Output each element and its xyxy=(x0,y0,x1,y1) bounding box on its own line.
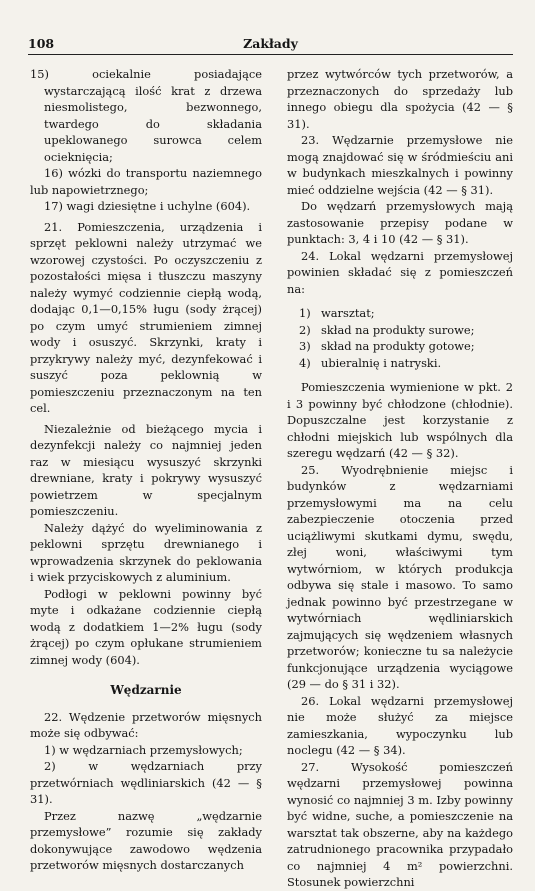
paragraph-21: 21. Pomieszczenia, urządzenia i sprzęt peklowni należy utrzymać we wzorowej czystości. Po oczyszczeniu z pozostałości mięsa i tłuszczu maszyny należy wymyć codziennie ciepłą wodą, dodając 0,1—0,15% ługu (sody żrącej) po czym umyć strumieniem zimnej wody i osuszyć. Skrzynki, kraty i przykrywy należy myć, dezynfekować i suszyć poza peklownią w pomieszczeniu przeznaczonym na ten cel. xyxy=(30,219,262,415)
paragraph-21-aluminium: Należy dążyć do wyeliminowania z peklowni sprzętu drewnianego i wprowadzenia skrzynek do peklowania i wiek przyciskowych z aluminium. xyxy=(30,520,262,584)
paragraph-22-item-1: 1) w wędzarniach przemysłowych; xyxy=(44,742,243,757)
list-item: 1) warsztat; xyxy=(299,306,375,320)
list-item-15: 15) ociekalnie posiadające wystarczającą ilość krat z drzewa niesmolistego, bezwonnego, twardego do składania upeklowanego surowca celem ocieknięcia; xyxy=(30,67,262,164)
list-item: 2) skład na produkty surowe; xyxy=(299,322,475,337)
paragraph-22: 22. Wędzenie przetworów mięsnych może się odbywać: xyxy=(30,709,262,740)
paragraph-23: 23. Wędzarnie przemysłowe nie mogą znajdować się w śródmieściu ani w budynkach mieszkalnych i powinny mieć oddzielne wejścia (42 — § 31). xyxy=(287,133,513,197)
paragraph-continued: przez wytwórców tych przetworów, a przeznaczonych do sprzedaży lub innego obiegu dla spożycia (42 — § 31). xyxy=(287,67,513,131)
paragraph-22-item-2: 2) w wędzarniach przy przetwórniach wędliniarskich (42 — § 31). xyxy=(30,759,262,806)
page-header xyxy=(28,36,513,55)
list-item: 4) ubieralnię i natryski. xyxy=(299,355,442,370)
paragraph-24-cooling: Pomieszczenia wymienione w pkt. 2 i 3 powinny być chłodzone (chłodnie). Dopuszczalne jest korzystanie z chłodni miejskich lub wspólnych dla szeregu wędzarń (42 — § 32). xyxy=(287,380,513,460)
rooms-list xyxy=(287,305,513,371)
paragraph-22-definition: Przez nazwę „wędzarnie przemysłowe” rozumie się zakłady dokonywujące zawodowo wędzenia przetworów mięsnych dostarczanych xyxy=(30,808,262,872)
list-item-16: 16) wózki do transportu naziemnego lub napowietrznego; xyxy=(30,166,262,197)
list-item-17: 17) wagi dziesiętne i uchylne (604). xyxy=(44,199,251,213)
paragraph-23-rules: Do wędzarń przemysłowych mają zastosowanie przepisy podane w punktach: 3, 4 i 10 (42 — § 31). xyxy=(287,199,513,246)
right-column xyxy=(287,66,513,891)
paragraph-25: 25. Wyodrębnienie miejsc i budynków z wędzarniami przemysłowymi ma na celu zabezpieczenie otoczenia przed uciążliwymi skutkami dymu, swędu, złej woni, właściwymi tym wytwórniom, w których produkcja odbywa się stale i masowo. To samo jednak powinno być przestrzegane w wytwórniach wędliniarskich zajmujących się wędzeniem własnych przetworów; konieczne tu sa należycie funkcjonujące urządzenia wyciągowe (29 — do § 31 i 32). xyxy=(287,462,513,691)
left-column xyxy=(30,66,262,874)
list-item: 3) skład na produkty gotowe; xyxy=(299,339,475,353)
paragraph-24: 24. Lokal wędzarni przemysłowej powinien składać się z pomieszczeń na: xyxy=(287,248,513,296)
paragraph-27: 27. Wysokość pomieszczeń wędzarni przemysłowej powinna wynosić co najmniej 3 m. Izby powinny być widne, suche, a pomieszczenie na warsztat tak obszerne, aby na każdego zatrudnionego pracownika przypadało co najmniej 4 m² powierzchni. Stosunek powierzchni xyxy=(287,759,513,889)
running-head: Zakłady xyxy=(243,36,298,51)
page-number: 108 xyxy=(28,36,55,51)
paragraph-21-floors: Podłogi w peklowni powinny być myte i odkażane codziennie ciepłą wodą z dodatkiem 1—2% ługu (sody żrącej) po czym opłukane strumieniem zimnej wody (604). xyxy=(30,586,262,667)
section-heading: Wędzarnie xyxy=(110,683,182,697)
paragraph-26: 26. Lokal wędzarni przemysłowej nie może służyć za miejsce zamieszkania, wypoczynku lub noclegu (42 — § 34). xyxy=(287,693,513,757)
paragraph-21-cleaning: Niezależnie od bieżącego mycia i dezynfekcji należy co najmniej jeden raz w miesiącu wysuszyć skrzynki drewniane, kraty i pokrywy wysuszyć powietrzem w specjalnym pomieszczeniu. xyxy=(30,421,262,518)
